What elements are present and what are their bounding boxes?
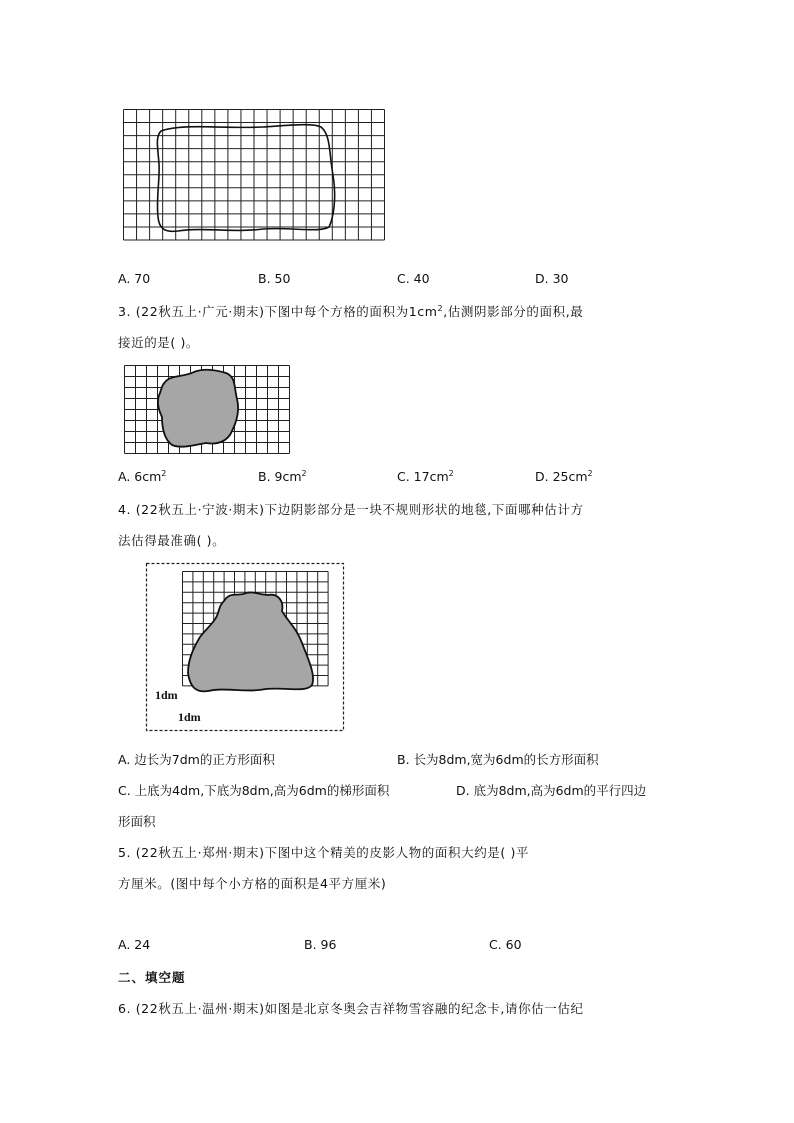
q3-option-c[interactable]: C. $17cm^2$ [397,468,454,484]
q6-question-line1: 6. (22秋五上·温州·期末)如图是北京冬奥会吉祥物雪容融的纪念卡,请你估一估纪 [118,1001,584,1016]
q4-label-horizontal-1dm: 1dm [178,710,201,724]
q4-label-vertical-1dm: 1dm [155,688,178,702]
q2-option-d[interactable]: D. 30 [535,271,569,286]
q3-question-line2: 接近的是( )。 [118,335,200,350]
q3-option-a[interactable]: A. $6cm^2$ [118,468,167,484]
section-fill-in-title: 二、填空题 [118,970,186,985]
q3-option-b[interactable]: B. $9cm^2$ [258,468,307,484]
q2-option-b[interactable]: B. 50 [258,271,291,286]
q4-option-b[interactable]: B. 长为8dm,宽为6dm的长方形面积 [397,752,599,767]
q5-option-a[interactable]: A. 24 [118,937,151,952]
q2-option-a[interactable]: A. 70 [118,271,151,286]
q4-option-a[interactable]: A. 边长为7dm的正方形面积 [118,752,275,767]
q5-question-line2: 方厘米。(图中每个小方格的面积是4平方厘米) [118,876,387,891]
q3-question-line1: 3. (22秋五上·广元·期末)下图中每个方格的面积为$1cm^2$,估测阴影部分的面积,最 [118,303,584,319]
q4-figure [146,563,344,731]
q2-option-c[interactable]: C. 40 [397,271,430,286]
q2-grid-figure [123,109,385,249]
q4-question-line1: 4. (22秋五上·宁波·期末)下边阴影部分是一块不规则形状的地毯,下面哪种估计方 [118,502,584,517]
q4-option-d-continued: 形面积 [118,814,156,829]
q4-option-d[interactable]: D. 底为8dm,高为6dm的平行四边 [456,783,647,798]
q5-question-line1: 5. (22秋五上·郑州·期末)下图中这个精美的皮影人物的面积大约是( )平 [118,845,530,860]
q5-option-b[interactable]: B. 96 [304,937,337,952]
q4-carpet-shape [188,592,313,691]
q4-question-line2: 法估得最准确( )。 [118,533,226,548]
q2-irregular-shape [157,125,334,232]
q5-option-c[interactable]: C. 60 [489,937,522,952]
q3-option-d[interactable]: D. $25cm^2$ [535,468,593,484]
q3-shaded-shape [158,370,238,447]
q4-option-c[interactable]: C. 上底为4dm,下底为8dm,高为6dm的梯形面积 [118,783,390,798]
q3-grid-figure [124,365,290,451]
